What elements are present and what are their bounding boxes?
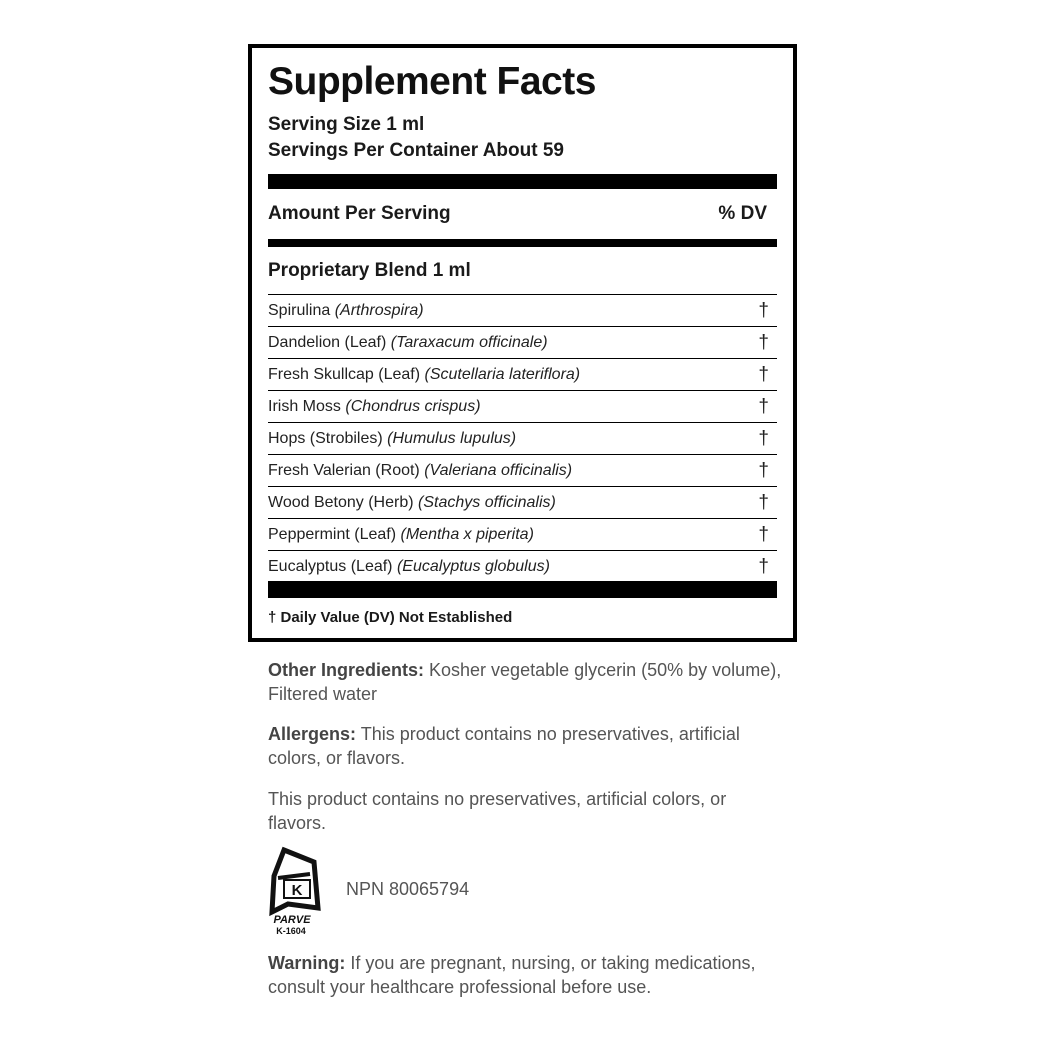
ingredient-latin-name: (Valeriana officinalis): [424, 462, 573, 479]
bottom-thick-divider: [268, 581, 777, 598]
supplement-facts-panel: [248, 44, 797, 642]
ingredient-dv: †: [758, 300, 769, 321]
ingredient-name: Irish Moss: [268, 398, 341, 415]
amount-per-serving-label: Amount Per Serving: [268, 203, 451, 224]
warning-text: If you are pregnant, nursing, or taking medications, consult your healthcare professional before use.: [268, 953, 756, 997]
facts-title: Supplement Facts: [268, 60, 596, 103]
preservatives-statement: This product contains no preservatives, artificial colors, or flavors.: [268, 789, 727, 833]
ingredient-row: [268, 454, 777, 486]
ingredient-latin-name: (Stachys officinalis): [418, 494, 556, 511]
proprietary-blend-label: Proprietary Blend 1 ml: [268, 260, 471, 281]
kosher-parve-icon: [266, 846, 322, 936]
ingredient-name: Wood Betony (Herb): [268, 494, 414, 511]
other-ingredients-text: Kosher vegetable glycerin (50% by volume), Filtered water: [268, 660, 782, 704]
svg-text:PARVE: PARVE: [273, 914, 311, 926]
amount-header-row: [268, 203, 777, 225]
ingredient-name: Eucalyptus (Leaf): [268, 558, 393, 575]
ingredient-row: [268, 358, 777, 390]
ingredient-latin-name: (Scutellaria lateriflora): [424, 366, 581, 383]
dv-header: % DV: [718, 203, 767, 224]
ingredient-dv: †: [758, 364, 769, 385]
ingredient-latin-name: (Arthrospira): [334, 302, 424, 319]
ingredient-dv: †: [758, 396, 769, 417]
ingredient-latin-name: (Mentha x piperita): [400, 526, 534, 543]
ingredient-row: [268, 518, 777, 550]
other-ingredients-label: Other Ingredients:: [268, 660, 425, 680]
ingredient-latin-name: (Eucalyptus globulus): [396, 558, 550, 575]
ingredient-latin-name: (Humulus lupulus): [387, 430, 517, 447]
ingredient-row: [268, 486, 777, 518]
ingredient-name: Fresh Skullcap (Leaf): [268, 366, 421, 383]
ingredient-name: Spirulina: [268, 302, 331, 319]
ingredient-dv: †: [758, 556, 769, 577]
allergens-label: Allergens:: [268, 724, 357, 744]
ingredient-name: Hops (Strobiles): [268, 430, 383, 447]
ingredient-latin-name: (Chondrus crispus): [345, 398, 481, 415]
ingredient-row: [268, 294, 777, 326]
warning-label: Warning:: [268, 953, 346, 973]
svg-text:K-1604: K-1604: [276, 926, 306, 936]
other-ingredients: [268, 658, 788, 706]
ingredient-dv: †: [758, 428, 769, 449]
ingredient-list: [268, 294, 777, 582]
dv-footnote: † Daily Value (DV) Not Established: [268, 609, 513, 626]
svg-text:K: K: [291, 882, 303, 899]
warning: [268, 951, 788, 999]
allergens-text: This product contains no preservatives, artificial colors, or flavors.: [268, 724, 740, 768]
ingredient-row: [268, 326, 777, 358]
ingredient-row: [268, 390, 777, 422]
medium-divider: [268, 239, 777, 247]
ingredient-name: Peppermint (Leaf): [268, 526, 397, 543]
ingredient-name: Fresh Valerian (Root): [268, 462, 420, 479]
ingredient-dv: †: [758, 524, 769, 545]
servings-per-container: Servings Per Container About 59: [268, 140, 564, 161]
ingredient-dv: †: [758, 492, 769, 513]
npn-number: NPN 80065794: [346, 879, 470, 899]
ingredient-name: Dandelion (Leaf): [268, 334, 387, 351]
ingredient-latin-name: (Taraxacum officinale): [390, 334, 548, 351]
serving-size: Serving Size 1 ml: [268, 114, 425, 135]
allergens: [268, 722, 788, 770]
ingredient-row: [268, 550, 777, 582]
ingredient-dv: †: [758, 460, 769, 481]
ingredient-row: [268, 422, 777, 454]
ingredient-dv: †: [758, 332, 769, 353]
thick-divider: [268, 174, 777, 189]
